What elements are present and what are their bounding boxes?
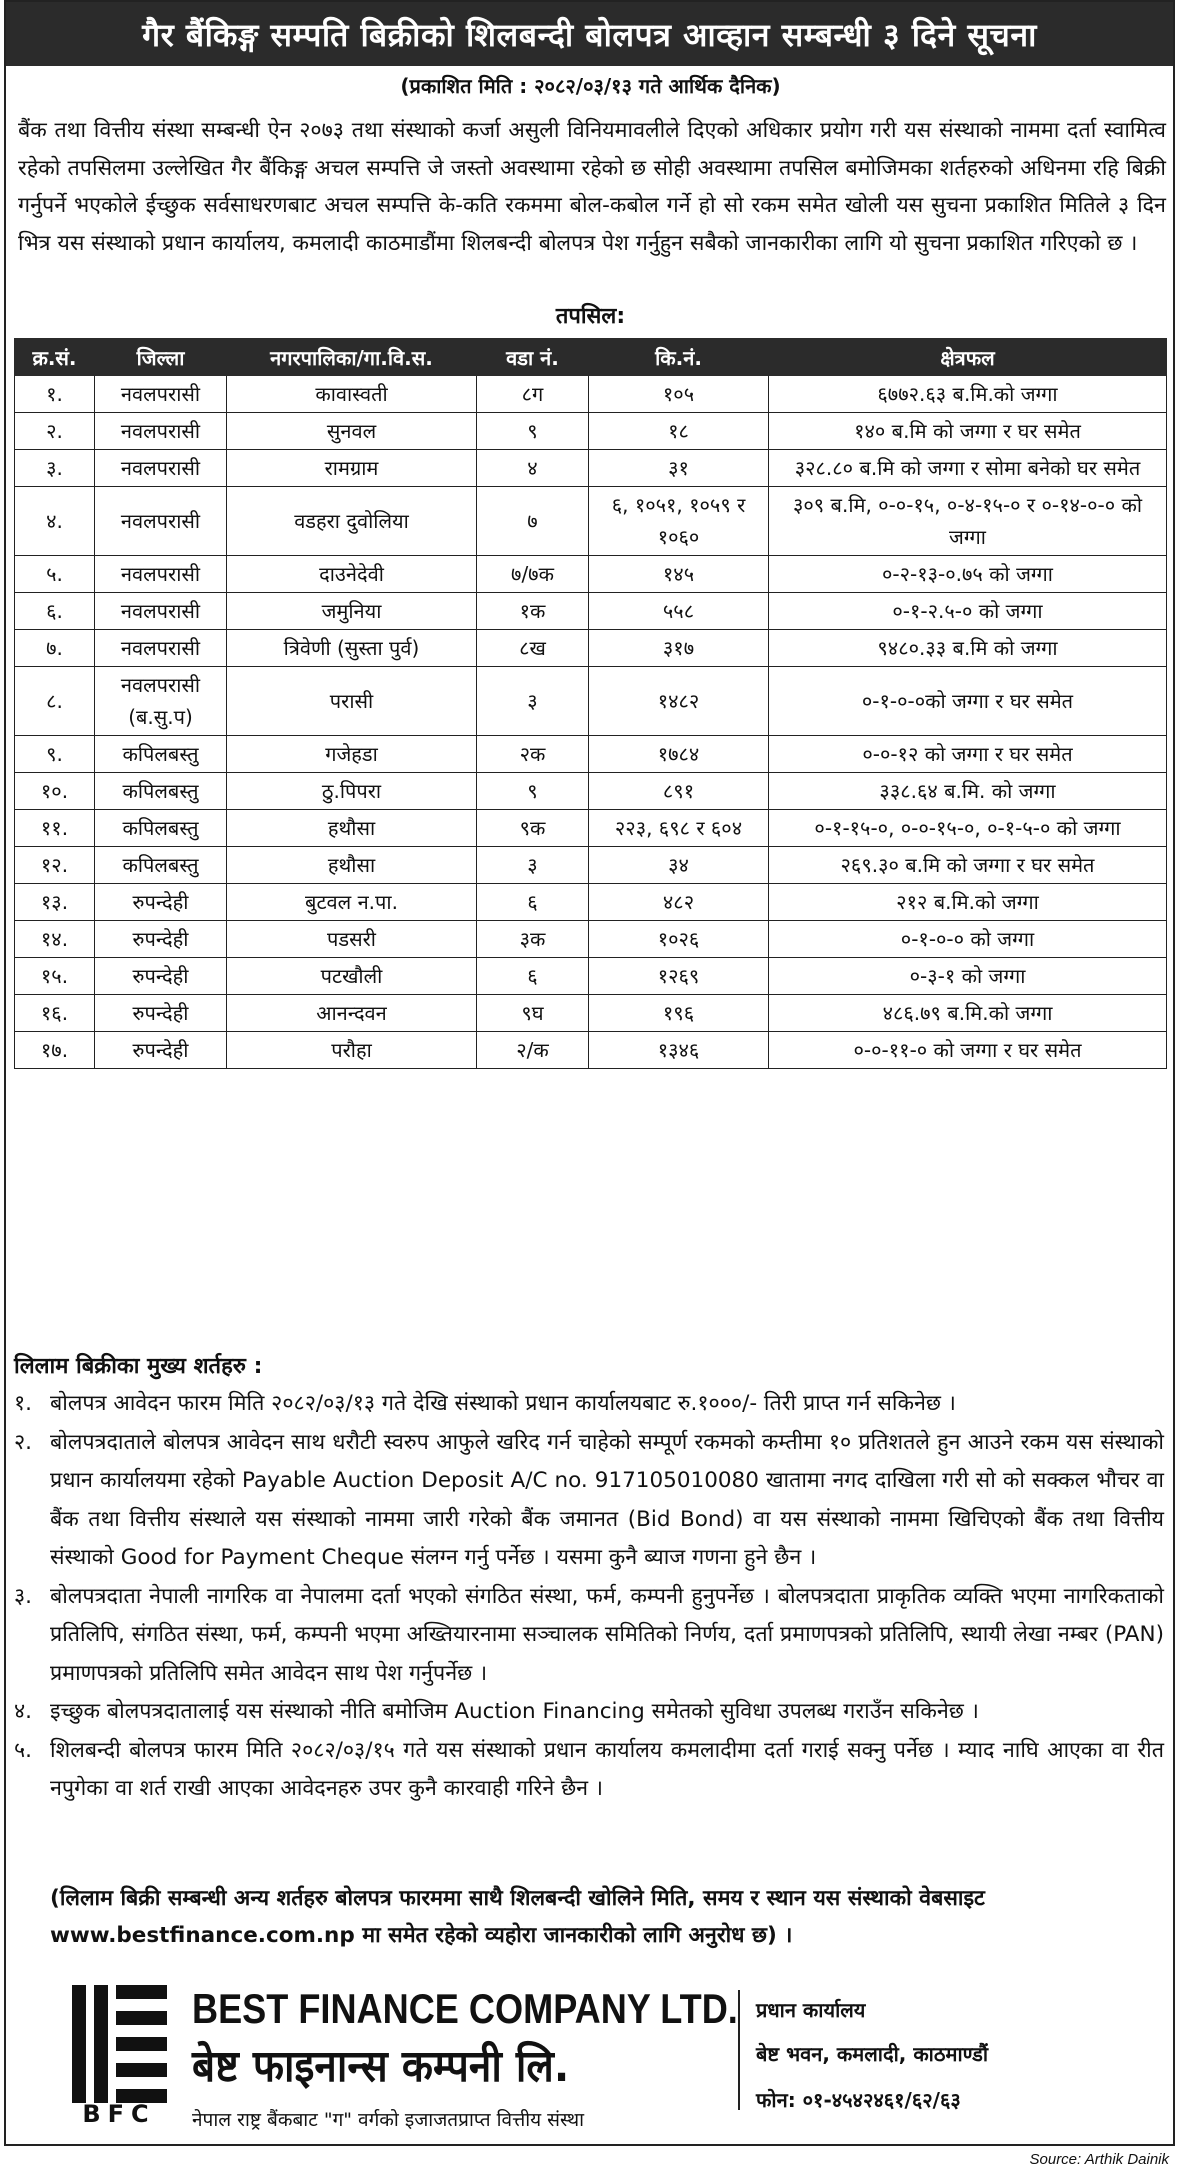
serial-cell: ४. [15,487,95,556]
table-row [15,450,1167,487]
condition-number: २. [14,1429,33,1455]
area-cell: २१२ ब.मि.को जग्गा [769,884,1167,921]
plot-number-cell: १३४६ [589,1032,769,1069]
district-cell: नवलपरासी [95,556,227,593]
municipality-cell: जमुनिया [227,593,477,630]
area-cell: ०-१-१५-०, ०-०-१५-०, ०-१-५-० को जग्गा [769,810,1167,847]
municipality-cell: ठु.पिपरा [227,773,477,810]
plot-number-cell: ८९१ [589,773,769,810]
area-cell: ९४८०.३३ ब.मि को जग्गा [769,630,1167,667]
district-cell: नवलपरासी [95,376,227,413]
table-row [15,487,1167,556]
table-header-row [15,339,1167,376]
bfc-logo-icon [72,1985,167,2103]
area-cell: ०-१-२.५-० को जग्गा [769,593,1167,630]
conditions-title: लिलाम बिक्रीका मुख्य शर्तहरु : [14,1354,263,1379]
ward-cell: ७ [477,487,589,556]
serial-cell: १२. [15,847,95,884]
serial-cell: ११. [15,810,95,847]
plot-number-cell: १७८४ [589,736,769,773]
conditions-note: (लिलाम बिक्री सम्बन्धी अन्य शर्तहरु बोलपत्र फारममा साथै शिलबन्दी खोलिने मिति, समय र स्थान यस संस्थाको वेबसाइट www.bestfinance.com.np मा समेत रहेको व्यहोरा जानकारीको लागि अनुरोध छ) । [50,1886,985,1948]
ward-cell: २/क [477,1032,589,1069]
condition-number: १. [14,1391,33,1416]
ward-cell: ७/७क [477,556,589,593]
table-row [15,667,1167,736]
area-cell: ०-०-१२ को जग्गा र घर समेत [769,736,1167,773]
plot-number-cell: ५५८ [589,593,769,630]
condition-number: ३. [14,1583,33,1609]
serial-cell: १४. [15,921,95,958]
area-cell: ३२८.८० ब.मि को जग्गा र सोमा बनेको घर समेत [769,450,1167,487]
header-area: क्षेत्रफल [769,339,1167,376]
serial-cell: १५. [15,958,95,995]
intro-paragraph: बैंक तथा वित्तीय संस्था सम्बन्धी ऐन २०७३ तथा संस्थाको कर्जा असुली विनियमावलीले दिएको अधिकार प्रयोग गरी यस संस्थाको नाममा दर्ता स्वामित्व रहेको तपसिलमा उल्लेखित गैर बैंकिङ्ग अचल सम्पत्ति जे जस्तो अवस्थामा रहेको छ सोही अवस्थामा तपसिल बमोजिमका शर्तहरुको अधिनमा रहि बिक्री गर्नुपर्ने भएकोले ईच्छुक सर्वसाधरणबाट अचल सम्पत्ति के-कति रकममा बोल-कबोल गर्ने हो सो रकम समेत खोली यस सुचना प्रकाशित मितिले ३ दिन भित्र यस संस्थाको प्रधान कार्यालय, कमलादी काठमाडौंमा शिलबन्दी बोलपत्र पेश गर्नुहुन सबैको जानकारीका लागि यो सुचना प्रकाशित गरिएको छ । [18,118,1166,256]
plot-number-cell: ६, १०५१, १०५९ र १०६० [589,487,769,556]
ward-cell: ३ [477,667,589,736]
ward-cell: ३ [477,847,589,884]
district-cell: कपिलबस्तु [95,810,227,847]
condition-item [14,1385,1164,1424]
condition-text: बोलपत्र आवेदन फारम मिति २०८२/०३/१३ गते देखि संस्थाको प्रधान कार्यालयबाट रु.१०००/- तिरी प्राप्त गर्न सकिनेछ । [50,1391,956,1416]
table-row [15,810,1167,847]
plot-number-cell: ३१ [589,450,769,487]
condition-number: ४. [14,1699,33,1724]
serial-cell: ३. [15,450,95,487]
district-cell: नवलपरासी [95,630,227,667]
plot-number-cell: ४८२ [589,884,769,921]
district-cell: कपिलबस्तु [95,773,227,810]
condition-text: शिलबन्दी बोलपत्र फारम मिति २०८२/०३/१५ गते यस संस्थाको प्रधान कार्यालय कमलादीमा दर्ता गराई सक्नु पर्नेछ । म्याद नाघि आएका वा रीत नपुगेका वा शर्त राखी आएका आवेदनहरु उपर कुनै कारवाही गरिने छैन । [50,1737,1164,1801]
table-row [15,1032,1167,1069]
serial-cell: ६. [15,593,95,630]
municipality-cell: हथौसा [227,847,477,884]
district-cell: कपिलबस्तु [95,736,227,773]
serial-cell: ७. [15,630,95,667]
table-row [15,556,1167,593]
municipality-cell: गजेहडा [227,736,477,773]
municipality-cell: पटखौली [227,958,477,995]
plot-number-cell: १८ [589,413,769,450]
municipality-cell: रामग्राम [227,450,477,487]
area-cell: ३३८.६४ ब.मि. को जग्गा [769,773,1167,810]
company-name-nepali: बेष्ट फाइनान्स कम्पनी लि. [192,2041,570,2092]
plot-number-cell: १९६ [589,995,769,1032]
ward-cell: ८ग [477,376,589,413]
district-cell: नवलपरासी [95,487,227,556]
plot-number-cell: ३४ [589,847,769,884]
footer-divider [738,1990,740,2110]
district-cell: रुपन्देही [95,1032,227,1069]
municipality-cell: पडसरी [227,921,477,958]
head-office-address: बेष्ट भवन, कमलादी, काठमाण्डौं [756,2042,989,2066]
head-office-label: प्रधान कार्यालय [756,1998,866,2022]
serial-cell: २. [15,413,95,450]
serial-cell: १६. [15,995,95,1032]
property-schedule-table [14,338,1167,1069]
municipality-cell: परासी [227,667,477,736]
municipality-cell: कावास्वती [227,376,477,413]
municipality-cell: दाउनेदेवी [227,556,477,593]
area-cell: ६७७२.६३ ब.मि.को जग्गा [769,376,1167,413]
area-cell: ०-३-१ को जग्गा [769,958,1167,995]
condition-item [14,1424,1164,1578]
header-municipality: नगरपालिका/गा.वि.स. [227,339,477,376]
table-row [15,921,1167,958]
plot-number-cell: १०२६ [589,921,769,958]
serial-cell: ५. [15,556,95,593]
ward-cell: ६ [477,884,589,921]
condition-text: बोलपत्रदाताले बोलपत्र आवेदन साथ धरौटी स्वरुप आफुले खरिद गर्न चाहेको सम्पूर्ण रकमको कम्तीमा १० प्रतिशतले हुन आउने रकम यस संस्थाको प्रधान कार्यालयमा रहेको Payable Auction Deposit A/C no. 917105010080 खातामा नगद दाखिला गरी सो को सक्कल भौचर वा बैंक तथा वित्तीय संस्थाले यस संस्थाको नाममा जारी गरेको बैंक जमानत (Bid Bond) वा यस संस्थाको नाममा खिचिएको बैंक तथा वित्तीय संस्थाको Good for Payment Cheque संलग्न गर्नु पर्नेछ । यसमा कुनै ब्याज गणना हुने छैन । [50,1429,1164,1570]
area-cell: ०-०-११-० को जग्गा र घर समेत [769,1032,1167,1069]
plot-number-cell: ३१७ [589,630,769,667]
table-row [15,958,1167,995]
ward-cell: २क [477,736,589,773]
municipality-cell: वडहरा दुवोलिया [227,487,477,556]
company-license-text: नेपाल राष्ट्र बैंकबाट "ग" वर्गको इजाजतप्राप्त वित्तीय संस्था [192,2109,585,2131]
bfc-logo-letters: BFC [82,2100,156,2128]
source-credit: Source: Arthik Dainik [1029,2151,1169,2168]
area-cell: २६९.३० ब.मि को जग्गा र घर समेत [769,847,1167,884]
area-cell: ०-२-१३-०.७५ को जग्गा [769,556,1167,593]
ward-cell: १क [477,593,589,630]
ward-cell: ३क [477,921,589,958]
district-cell: रुपन्देही [95,995,227,1032]
municipality-cell: आनन्दवन [227,995,477,1032]
plot-number-cell: १४८२ [589,667,769,736]
serial-cell: १०. [15,773,95,810]
serial-cell: १७. [15,1032,95,1069]
table-row [15,884,1167,921]
condition-item [14,1732,1164,1809]
district-cell: नवलपरासी [95,413,227,450]
published-date: (प्रकाशित मिति : २०८२/०३/१३ गते आर्थिक दैनिक) [400,74,781,98]
municipality-cell: हथौसा [227,810,477,847]
plot-number-cell: २२३, ६९८ र ६०४ [589,810,769,847]
header-serial: क्र.सं. [15,339,95,376]
ward-cell: ९ [477,773,589,810]
header-plot-number: कि.नं. [589,339,769,376]
serial-cell: ९. [15,736,95,773]
serial-cell: ८. [15,667,95,736]
ward-cell: ६ [477,958,589,995]
table-row [15,847,1167,884]
ward-cell: ९ [477,413,589,450]
district-cell: नवलपरासी [95,450,227,487]
area-cell: ३०९ ब.मि, ०-०-१५, ०-४-१५-० र ०-१४-०-० को जग्गा [769,487,1167,556]
ward-cell: ८ख [477,630,589,667]
condition-item [14,1578,1164,1694]
conditions-list [14,1385,1164,1809]
ward-cell: ४ [477,450,589,487]
area-cell: ०-१-०-० को जग्गा [769,921,1167,958]
table-row [15,773,1167,810]
municipality-cell: सुनवल [227,413,477,450]
table-row [15,376,1167,413]
condition-item [14,1693,1164,1732]
table-row [15,593,1167,630]
district-cell: रुपन्देही [95,884,227,921]
serial-cell: १. [15,376,95,413]
header-ward: वडा नं. [477,339,589,376]
table-row [15,413,1167,450]
district-cell: नवलपरासी [95,593,227,630]
plot-number-cell: १०५ [589,376,769,413]
municipality-cell: त्रिवेणी (सुस्ता पुर्व) [227,630,477,667]
district-cell: नवलपरासी (ब.सु.प) [95,667,227,736]
municipality-cell: बुटवल न.पा. [227,884,477,921]
notice-title: गैर बैंकिङ्ग सम्पति बिक्रीको शिलबन्दी बोलपत्र आव्हान सम्बन्धी ३ दिने सूचना [6,2,1173,66]
serial-cell: १३. [15,884,95,921]
condition-text: बोलपत्रदाता नेपाली नागरिक वा नेपालमा दर्ता भएको संगठित संस्था, फर्म, कम्पनी हुनुपर्नेछ । बोलपत्रदाता प्राकृतिक व्यक्ति भएमा नागरिकताको प्रतिलिपि, संगठित संस्था, फर्म, कम्पनी भएमा अख्तियारनामा सञ्चालक समितिको निर्णय, दर्ता प्रमाणपत्रको प्रतिलिपि, स्थायी लेखा नम्बर (PAN) प्रमाणपत्रको प्रतिलिपि समेत आवेदन साथ पेश गर्नुपर्नेछ । [50,1583,1164,1686]
ward-cell: ९क [477,810,589,847]
head-office-phone: फोन: ०१-४५४२४६१/६२/६३ [756,2088,961,2112]
schedule-title: तपसिल: [555,304,626,329]
area-cell: ०-१-०-०को जग्गा र घर समेत [769,667,1167,736]
area-cell: १४० ब.मि को जग्गा र घर समेत [769,413,1167,450]
condition-text: इच्छुक बोलपत्रदातालाई यस संस्थाको नीति बमोजिम Auction Financing समेतको सुविधा उपलब्ध गराउँन सकिनेछ । [50,1699,979,1724]
area-cell: ४८६.७९ ब.मि.को जग्गा [769,995,1167,1032]
ward-cell: ९घ [477,995,589,1032]
district-cell: कपिलबस्तु [95,847,227,884]
table-row [15,736,1167,773]
table-row [15,630,1167,667]
condition-number: ५. [14,1737,33,1763]
district-cell: रुपन्देही [95,958,227,995]
company-name-english: BEST FINANCE COMPANY LTD. [192,1985,738,2032]
municipality-cell: परौहा [227,1032,477,1069]
table-row [15,995,1167,1032]
district-cell: रुपन्देही [95,921,227,958]
plot-number-cell: १४५ [589,556,769,593]
plot-number-cell: १२६९ [589,958,769,995]
header-district: जिल्ला [95,339,227,376]
